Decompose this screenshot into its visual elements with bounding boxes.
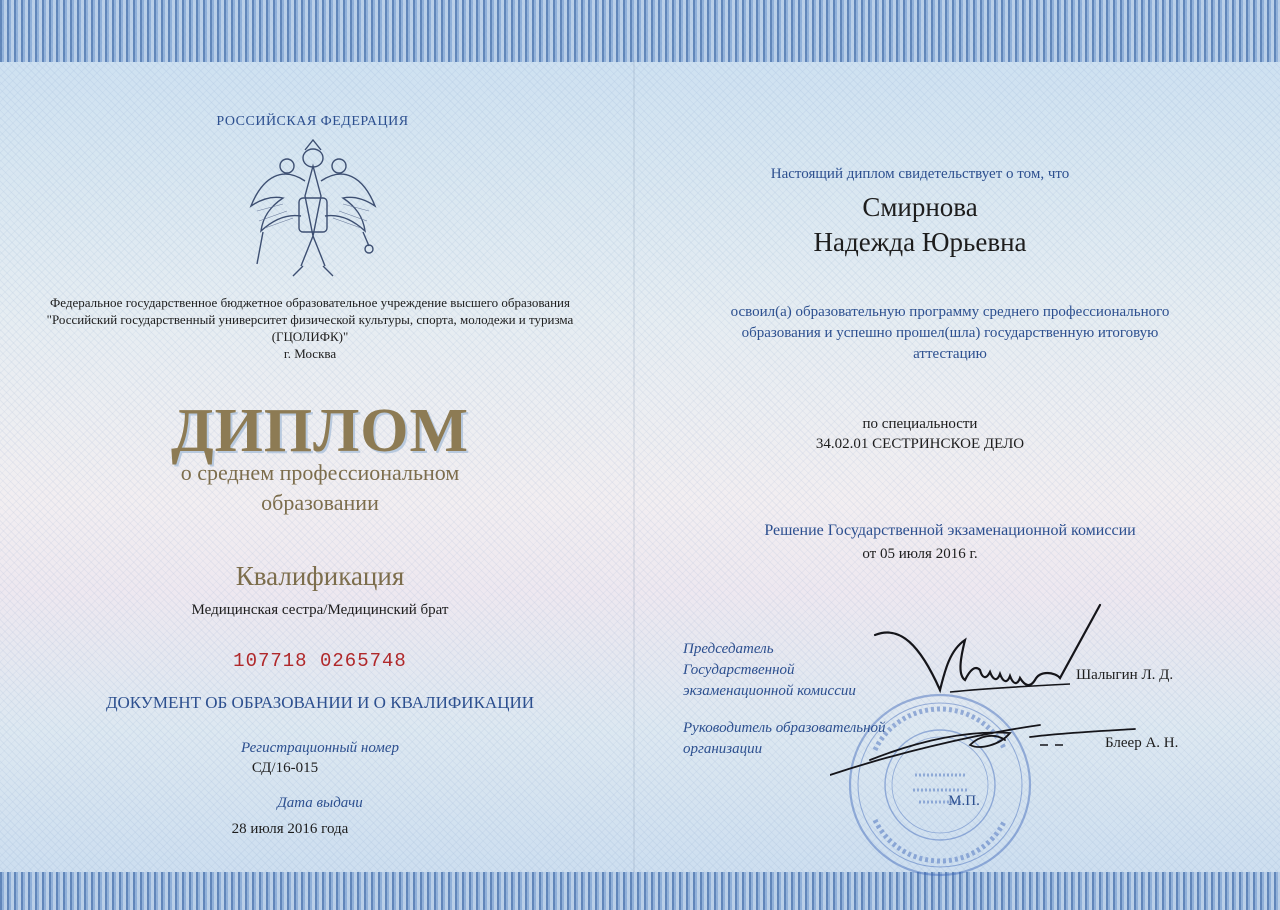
chair-label-line: Государственной: [683, 662, 795, 678]
qualification-heading: Квалификация: [235, 561, 405, 591]
serial-number: 107718 0265748: [233, 650, 407, 672]
bottom-ornament-band: [0, 872, 1280, 910]
specialty-label: по специальности: [862, 416, 978, 432]
certifies-text: Настоящий диплом свидетельствует о том, что: [770, 166, 1070, 182]
country-name: РОССИЙСКАЯ ФЕДЕРАЦИЯ: [216, 114, 409, 129]
institution-line: Федеральное государственное бюджетное образовательное учреждение высшего образования: [50, 295, 570, 310]
subtitle-line: о среднем профессиональном: [180, 460, 460, 485]
chair-signature: [830, 600, 1120, 720]
institution-line: (ГЦОЛИФК)": [271, 329, 349, 344]
head-signature: [830, 705, 1140, 785]
head-label-line: организации: [683, 741, 763, 757]
program-statement: [690, 302, 1210, 365]
seal-mark: М.П.: [948, 793, 980, 809]
chair-name: Шалыгин Л. Д.: [1076, 667, 1174, 683]
program-line: освоил(а) образовательную программу среднего профессионального: [730, 304, 1170, 320]
head-label-line: Руководитель образовательной: [683, 720, 886, 736]
top-ornament-band: [0, 0, 1280, 62]
city: г. Москва: [283, 346, 337, 361]
subtitle-line: образовании: [261, 490, 379, 515]
program-line: аттестацию: [913, 346, 987, 362]
document-title: ДИПЛОМ: [170, 397, 470, 465]
holder-surname: Смирнова: [862, 192, 978, 222]
program-line: образования и успешно прошел(шла) государственную итоговую: [741, 325, 1159, 341]
registration-label: Регистрационный номер: [240, 740, 399, 756]
commission-date: от 05 июля 2016 г.: [862, 546, 978, 562]
head-name: Блеер А. Н.: [1105, 735, 1179, 751]
registration-value: СД/16-015: [251, 760, 319, 776]
specialty-value: 34.02.01 СЕСТРИНСКОЕ ДЕЛО: [815, 436, 1025, 452]
institution-name: [10, 294, 610, 362]
page-fold: [633, 60, 635, 872]
commission-decision: Решение Государственной экзаменационной комиссии: [764, 522, 1136, 539]
issue-date-label: Дата выдачи: [277, 795, 363, 811]
chair-label-line: Председатель: [683, 641, 774, 657]
holder-given-names: Надежда Юрьевна: [813, 227, 1027, 257]
chair-label-line: экзаменационной комиссии: [683, 683, 856, 699]
institution-line: "Российский государственный университет физической культуры, спорта, молодежи и туризма: [46, 312, 574, 327]
document-type: ДОКУМЕНТ ОБ ОБРАЗОВАНИИ И О КВАЛИФИКАЦИИ: [105, 693, 535, 712]
qualification-value: Медицинская сестра/Медицинский брат: [191, 602, 449, 618]
coat-of-arms-icon: [243, 136, 383, 281]
issue-date-value: 28 июля 2016 года: [231, 821, 349, 837]
document-subtitle: [120, 458, 520, 518]
